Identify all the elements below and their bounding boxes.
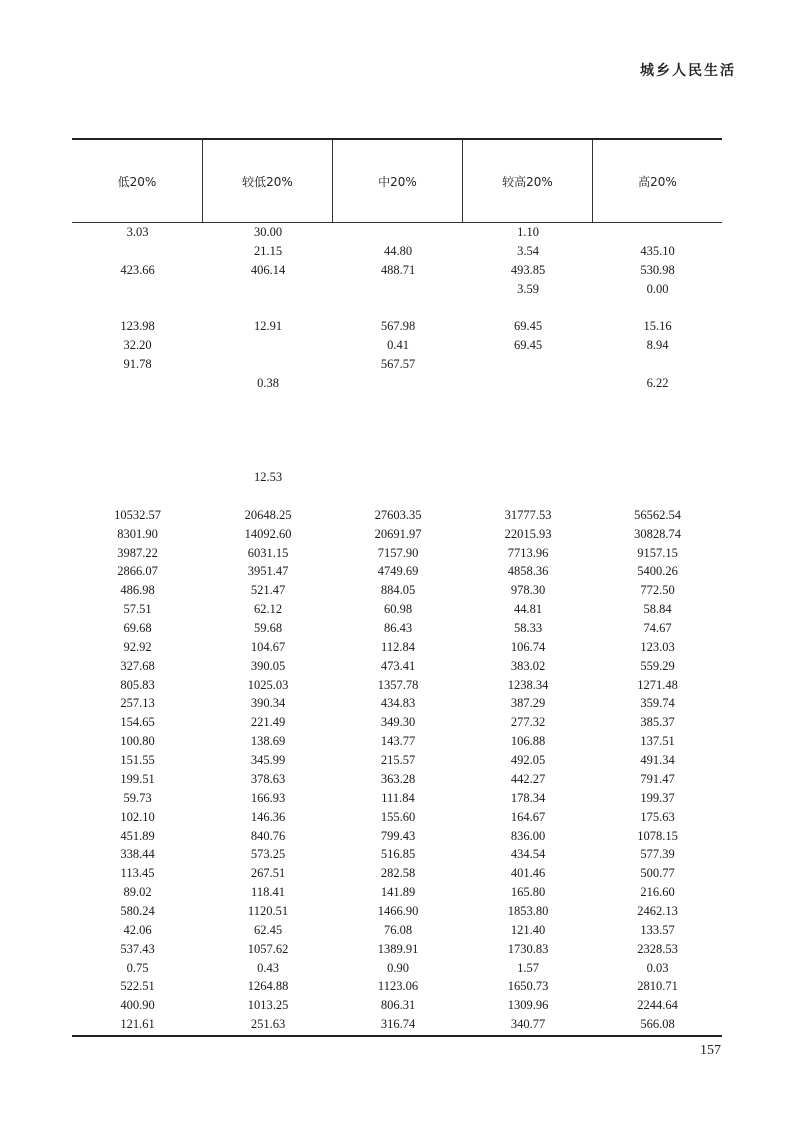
table-row bbox=[72, 468, 722, 487]
table-cell: 400.90 bbox=[120, 998, 155, 1013]
table-cell: 221.49 bbox=[250, 715, 286, 730]
table-cell bbox=[463, 449, 593, 468]
table-cell: 401.46 bbox=[510, 866, 546, 881]
table-row bbox=[72, 751, 722, 770]
table-cell: 251.63 bbox=[250, 1017, 286, 1032]
table-cell: 423.66 bbox=[120, 262, 155, 277]
table-cell: 566.08 bbox=[640, 1017, 675, 1032]
table-cell bbox=[72, 242, 203, 261]
table-cell: 0.00 bbox=[646, 281, 669, 296]
table-cell: 4858.36 bbox=[507, 564, 549, 579]
table-cell: 215.57 bbox=[380, 753, 416, 768]
table-cell: 772.50 bbox=[640, 583, 675, 598]
table-cell bbox=[593, 487, 722, 506]
table-cell: 118.41 bbox=[251, 885, 285, 900]
running-head: 城乡人民生活 bbox=[640, 63, 736, 79]
table-cell: 486.98 bbox=[120, 583, 155, 598]
table-cell: 799.43 bbox=[380, 828, 416, 843]
table-row bbox=[72, 280, 722, 299]
table-cell: 199.51 bbox=[120, 771, 155, 786]
table-cell: 146.36 bbox=[250, 809, 286, 824]
table-cell bbox=[203, 430, 333, 449]
table-cell: 1271.48 bbox=[637, 677, 678, 692]
table-row bbox=[72, 298, 722, 317]
table-cell: 387.29 bbox=[510, 696, 546, 711]
table-row bbox=[72, 864, 722, 883]
table-cell: 383.02 bbox=[510, 658, 546, 673]
table-cell: 112.84 bbox=[381, 639, 415, 654]
table-cell: 123.03 bbox=[640, 639, 675, 654]
table-row bbox=[72, 525, 722, 544]
table-cell: 378.63 bbox=[250, 771, 286, 786]
table-cell: 559.29 bbox=[640, 658, 675, 673]
table-cell: 86.43 bbox=[383, 621, 413, 636]
table-cell: 3.59 bbox=[517, 281, 539, 296]
table-cell: 327.68 bbox=[120, 658, 155, 673]
table-cell: 2244.64 bbox=[637, 998, 678, 1013]
table-cell: 21.15 bbox=[253, 243, 283, 258]
table-cell bbox=[463, 412, 593, 431]
table-body bbox=[72, 223, 722, 1034]
table-cell: 69.45 bbox=[513, 338, 543, 353]
table-cell: 14092.60 bbox=[244, 526, 292, 541]
table-row bbox=[72, 562, 722, 581]
table-cell: 978.30 bbox=[510, 583, 546, 598]
table-cell: 1389.91 bbox=[377, 941, 419, 956]
table-cell: 359.74 bbox=[640, 696, 675, 711]
table-cell: 521.47 bbox=[250, 583, 286, 598]
column-header-middle-20: 中20% bbox=[333, 140, 463, 222]
table-cell: 580.24 bbox=[120, 903, 155, 918]
table-row bbox=[72, 619, 722, 638]
table-header-row bbox=[72, 140, 722, 223]
table-cell: 806.31 bbox=[380, 998, 416, 1013]
table-cell: 10532.57 bbox=[114, 507, 161, 522]
table-cell: 143.77 bbox=[380, 734, 416, 749]
table-cell: 1025.03 bbox=[247, 677, 289, 692]
table-cell bbox=[333, 393, 463, 412]
page-number: 157 bbox=[700, 1043, 721, 1058]
table-cell bbox=[593, 412, 722, 431]
table-cell: 113.45 bbox=[120, 866, 155, 881]
table-cell: 530.98 bbox=[640, 262, 675, 277]
table-cell: 493.85 bbox=[510, 262, 546, 277]
table-cell: 338.44 bbox=[120, 847, 155, 862]
table-cell bbox=[593, 393, 722, 412]
table-cell bbox=[203, 487, 333, 506]
table-cell: 385.37 bbox=[640, 715, 675, 730]
table-cell bbox=[72, 412, 203, 431]
table-row bbox=[72, 996, 722, 1015]
table-cell bbox=[333, 374, 463, 393]
table-cell: 7713.96 bbox=[507, 545, 549, 560]
table-cell bbox=[333, 412, 463, 431]
table-cell: 178.34 bbox=[510, 790, 546, 805]
table-cell bbox=[72, 280, 203, 299]
table-cell: 442.27 bbox=[510, 771, 546, 786]
table-cell: 100.80 bbox=[120, 734, 155, 749]
table-cell: 91.78 bbox=[123, 357, 152, 372]
table-cell: 567.57 bbox=[380, 357, 416, 372]
table-cell bbox=[593, 449, 722, 468]
table-cell: 42.06 bbox=[123, 922, 152, 937]
table-cell: 4749.69 bbox=[377, 564, 419, 579]
table-cell: 32.20 bbox=[123, 338, 152, 353]
table-cell: 390.34 bbox=[250, 696, 286, 711]
table-cell: 1078.15 bbox=[637, 828, 678, 843]
table-cell: 164.67 bbox=[510, 809, 546, 824]
table-row bbox=[72, 242, 722, 261]
table-cell: 155.60 bbox=[380, 809, 416, 824]
table-cell: 12.53 bbox=[253, 470, 283, 485]
table-cell: 6031.15 bbox=[247, 545, 289, 560]
table-cell: 516.85 bbox=[380, 847, 416, 862]
table-row bbox=[72, 959, 722, 978]
table-cell bbox=[72, 374, 203, 393]
table-row bbox=[72, 883, 722, 902]
table-row bbox=[72, 770, 722, 789]
table-cell bbox=[593, 355, 722, 374]
column-header-high-20: 高20% bbox=[638, 174, 677, 189]
table-cell: 434.83 bbox=[380, 696, 416, 711]
table-cell: 884.05 bbox=[380, 583, 416, 598]
table-cell: 44.81 bbox=[513, 602, 543, 617]
table-cell: 0.41 bbox=[387, 338, 409, 353]
table-cell: 6.22 bbox=[646, 375, 669, 390]
table-cell bbox=[203, 355, 333, 374]
table-cell: 30828.74 bbox=[634, 526, 681, 541]
table-cell: 1123.06 bbox=[377, 979, 419, 994]
table-cell: 1309.96 bbox=[507, 998, 549, 1013]
table-cell: 69.45 bbox=[513, 319, 543, 334]
table-cell: 58.33 bbox=[513, 621, 543, 636]
table-row bbox=[72, 977, 722, 996]
table-cell bbox=[463, 430, 593, 449]
table-row bbox=[72, 694, 722, 713]
table-row bbox=[72, 506, 722, 525]
table-cell bbox=[203, 449, 333, 468]
table-cell bbox=[593, 430, 722, 449]
table-cell: 2462.13 bbox=[637, 903, 678, 918]
table-cell: 3987.22 bbox=[117, 545, 158, 560]
table-cell: 836.00 bbox=[510, 828, 546, 843]
table-cell: 0.38 bbox=[257, 375, 279, 390]
table-cell: 1466.90 bbox=[377, 903, 419, 918]
table-row bbox=[72, 317, 722, 336]
table-cell: 2866.07 bbox=[117, 564, 158, 579]
table-cell: 1057.62 bbox=[247, 941, 289, 956]
table-cell: 138.69 bbox=[250, 734, 286, 749]
table-cell bbox=[72, 468, 203, 487]
table-cell bbox=[72, 449, 203, 468]
table-cell: 791.47 bbox=[640, 771, 675, 786]
table-cell: 106.74 bbox=[510, 639, 546, 654]
table-cell: 451.89 bbox=[120, 828, 155, 843]
table-row bbox=[72, 430, 722, 449]
table-cell bbox=[463, 374, 593, 393]
table-row bbox=[72, 827, 722, 846]
table-row bbox=[72, 223, 722, 242]
table-cell bbox=[72, 393, 203, 412]
table-cell: 492.05 bbox=[510, 753, 546, 768]
table-cell: 1.10 bbox=[517, 225, 539, 239]
table-row bbox=[72, 355, 722, 374]
table-cell: 27603.35 bbox=[374, 507, 422, 522]
table-cell: 76.08 bbox=[383, 922, 413, 937]
table-cell: 522.51 bbox=[120, 979, 155, 994]
table-row bbox=[72, 544, 722, 563]
table-cell bbox=[463, 355, 593, 374]
table-cell: 316.74 bbox=[380, 1017, 416, 1032]
table-cell: 44.80 bbox=[383, 243, 413, 258]
table-cell: 435.10 bbox=[640, 243, 675, 258]
table-cell: 8301.90 bbox=[117, 526, 158, 541]
table-cell: 537.43 bbox=[120, 941, 155, 956]
table-cell: 59.68 bbox=[253, 621, 283, 636]
table-cell bbox=[203, 336, 333, 355]
table-cell bbox=[333, 430, 463, 449]
table-cell: 20691.97 bbox=[374, 526, 422, 541]
table-cell: 282.58 bbox=[380, 866, 416, 881]
column-header-lower-20: 较低20% bbox=[203, 140, 333, 222]
table-row bbox=[72, 374, 722, 393]
table-cell: 340.77 bbox=[510, 1017, 546, 1032]
table-cell: 277.32 bbox=[510, 715, 546, 730]
table-cell: 58.84 bbox=[643, 602, 672, 617]
table-row bbox=[72, 845, 722, 864]
table-row bbox=[72, 657, 722, 676]
table-cell: 74.67 bbox=[643, 621, 672, 636]
data-table bbox=[72, 138, 722, 1037]
table-cell bbox=[333, 298, 463, 317]
table-cell: 89.02 bbox=[123, 885, 152, 900]
table-cell: 0.90 bbox=[387, 960, 409, 975]
table-cell bbox=[72, 430, 203, 449]
table-cell bbox=[203, 393, 333, 412]
table-row bbox=[72, 902, 722, 921]
table-cell bbox=[593, 468, 722, 487]
column-header-low-20: 低20% bbox=[72, 140, 203, 222]
table-cell: 567.98 bbox=[380, 319, 416, 334]
table-cell: 363.28 bbox=[380, 771, 416, 786]
table-cell: 345.99 bbox=[250, 753, 286, 768]
table-cell: 1013.25 bbox=[247, 998, 289, 1013]
table-cell: 434.54 bbox=[510, 847, 546, 862]
table-row bbox=[72, 336, 722, 355]
table-cell: 57.51 bbox=[123, 602, 152, 617]
table-cell: 1238.34 bbox=[507, 677, 549, 692]
table-cell: 111.84 bbox=[381, 790, 415, 805]
table-cell: 216.60 bbox=[640, 885, 675, 900]
table-cell: 3.03 bbox=[126, 225, 149, 239]
column-header-higher-20: 较高20% bbox=[463, 140, 593, 222]
table-cell bbox=[463, 298, 593, 317]
table-cell bbox=[333, 223, 463, 242]
table-cell: 92.92 bbox=[123, 639, 152, 654]
table-cell bbox=[203, 298, 333, 317]
table-cell bbox=[333, 280, 463, 299]
table-row bbox=[72, 808, 722, 827]
table-cell: 500.77 bbox=[640, 866, 675, 881]
table-cell bbox=[593, 298, 722, 317]
table-row bbox=[72, 1015, 722, 1034]
table-cell: 5400.26 bbox=[637, 564, 678, 579]
table-cell: 573.25 bbox=[250, 847, 286, 862]
table-cell: 491.34 bbox=[640, 753, 675, 768]
table-cell: 30.00 bbox=[253, 225, 283, 239]
table-cell: 175.63 bbox=[640, 809, 675, 824]
table-cell bbox=[463, 468, 593, 487]
table-cell: 257.13 bbox=[120, 696, 155, 711]
table-cell: 488.71 bbox=[380, 262, 416, 277]
table-cell: 56562.54 bbox=[634, 507, 681, 522]
table-cell: 151.55 bbox=[120, 753, 155, 768]
table-row bbox=[72, 487, 722, 506]
table-row bbox=[72, 393, 722, 412]
table-cell bbox=[333, 487, 463, 506]
table-cell: 62.12 bbox=[253, 602, 283, 617]
table-cell: 473.41 bbox=[380, 658, 416, 673]
table-cell: 267.51 bbox=[250, 866, 286, 881]
table-cell: 7157.90 bbox=[377, 545, 419, 560]
table-cell: 20648.25 bbox=[244, 507, 292, 522]
table-cell: 0.03 bbox=[646, 960, 669, 975]
table-row bbox=[72, 638, 722, 657]
table-cell: 1853.80 bbox=[507, 903, 549, 918]
table-row bbox=[72, 713, 722, 732]
table-cell: 0.75 bbox=[126, 960, 149, 975]
table-cell: 31777.53 bbox=[504, 507, 552, 522]
table-cell bbox=[203, 412, 333, 431]
table-cell: 15.16 bbox=[643, 319, 672, 334]
table-cell: 102.10 bbox=[120, 809, 155, 824]
table-cell: 406.14 bbox=[250, 262, 286, 277]
table-cell: 3951.47 bbox=[247, 564, 289, 579]
table-cell bbox=[593, 223, 722, 242]
table-cell: 0.43 bbox=[257, 960, 279, 975]
table-cell: 390.05 bbox=[250, 658, 286, 673]
table-row bbox=[72, 676, 722, 695]
table-cell bbox=[203, 280, 333, 299]
table-cell bbox=[463, 393, 593, 412]
table-cell: 1650.73 bbox=[507, 979, 549, 994]
table-cell: 805.83 bbox=[120, 677, 155, 692]
table-cell: 1357.78 bbox=[377, 677, 419, 692]
table-cell: 8.94 bbox=[646, 338, 669, 353]
table-cell: 2810.71 bbox=[637, 979, 678, 994]
table-cell: 60.98 bbox=[383, 602, 413, 617]
table-cell: 137.51 bbox=[640, 734, 675, 749]
table-row bbox=[72, 789, 722, 808]
table-cell: 154.65 bbox=[120, 715, 155, 730]
table-cell: 1120.51 bbox=[247, 903, 289, 918]
table-cell bbox=[72, 298, 203, 317]
table-cell bbox=[463, 487, 593, 506]
table-cell: 104.67 bbox=[250, 639, 286, 654]
table-cell: 1.57 bbox=[517, 960, 539, 975]
table-cell: 106.88 bbox=[510, 734, 546, 749]
table-row bbox=[72, 581, 722, 600]
table-cell: 69.68 bbox=[123, 621, 152, 636]
table-cell: 349.30 bbox=[380, 715, 416, 730]
table-cell: 121.61 bbox=[120, 1017, 155, 1032]
table-cell: 62.45 bbox=[253, 922, 283, 937]
table-cell bbox=[72, 487, 203, 506]
table-cell: 141.89 bbox=[380, 885, 416, 900]
table-cell bbox=[333, 468, 463, 487]
table-row bbox=[72, 732, 722, 751]
table-row bbox=[72, 921, 722, 940]
table-cell: 1730.83 bbox=[507, 941, 549, 956]
table-row bbox=[72, 261, 722, 280]
table-row bbox=[72, 412, 722, 431]
table-cell: 166.93 bbox=[250, 790, 286, 805]
table-cell: 3.54 bbox=[517, 243, 539, 258]
table-cell bbox=[333, 449, 463, 468]
table-row bbox=[72, 449, 722, 468]
table-cell: 12.91 bbox=[253, 319, 283, 334]
table-cell: 123.98 bbox=[120, 319, 155, 334]
table-row bbox=[72, 600, 722, 619]
table-cell: 133.57 bbox=[640, 922, 675, 937]
table-row bbox=[72, 940, 722, 959]
table-cell: 22015.93 bbox=[504, 526, 552, 541]
table-cell: 165.80 bbox=[510, 885, 546, 900]
table-cell: 9157.15 bbox=[637, 545, 678, 560]
table-cell: 2328.53 bbox=[637, 941, 678, 956]
table-bottom-rule bbox=[72, 1035, 722, 1037]
table-cell: 840.76 bbox=[250, 828, 286, 843]
table-cell: 59.73 bbox=[123, 790, 152, 805]
table-cell: 577.39 bbox=[640, 847, 675, 862]
table-cell: 1264.88 bbox=[247, 979, 289, 994]
table-cell: 121.40 bbox=[510, 922, 546, 937]
table-cell: 199.37 bbox=[640, 790, 675, 805]
